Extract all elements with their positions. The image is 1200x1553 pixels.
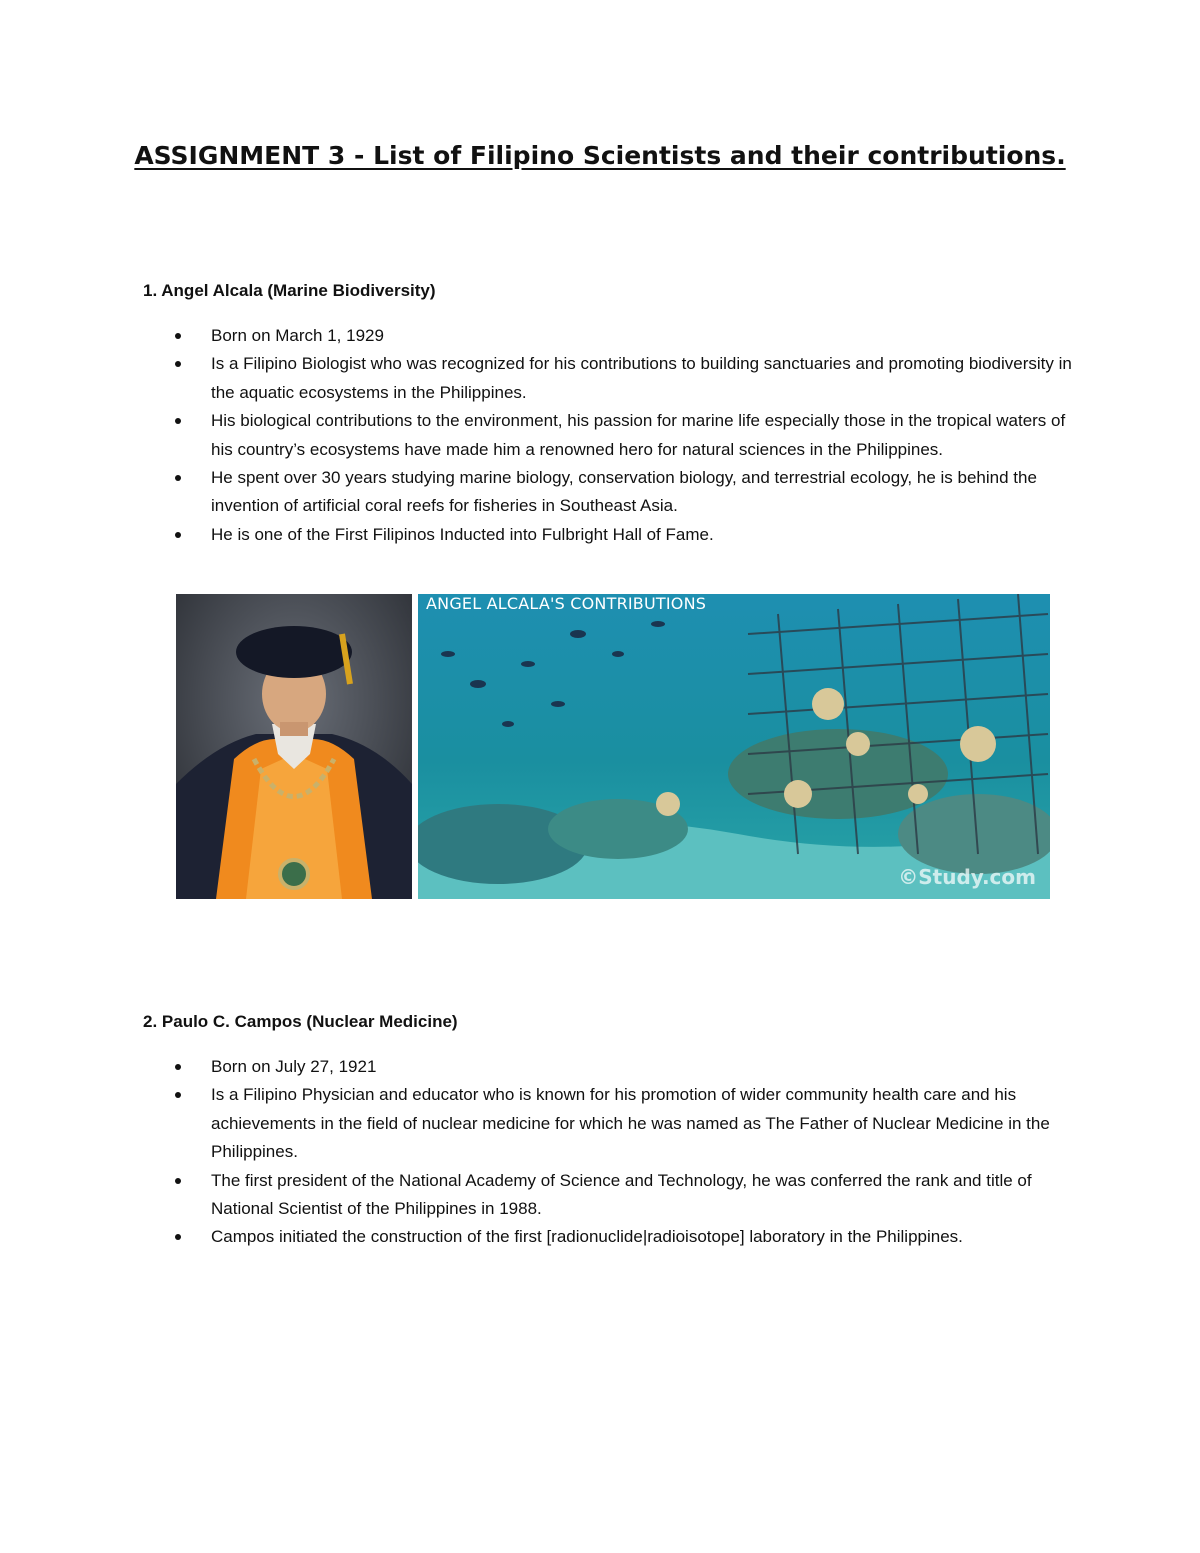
list-item-text: He is one of the First Filipinos Inducted into Fulbright Hall of Fame.	[211, 524, 714, 544]
bullet-icon	[175, 475, 181, 481]
list-item	[175, 464, 1075, 521]
list-item	[175, 1053, 1075, 1081]
bullet-icon	[175, 418, 181, 424]
list-item-text: The first president of the National Academy of Science and Technology, he was conferred the rank and title of National Scientist of the Philippines in 1988.	[211, 1170, 1032, 1219]
list-item	[175, 521, 1075, 549]
list-item	[175, 1081, 1075, 1166]
portrait-image	[176, 594, 412, 899]
bullet-icon	[175, 361, 181, 367]
bullet-icon	[175, 1178, 181, 1184]
list-item	[175, 407, 1075, 464]
list-item-text: Is a Filipino Physician and educator who is known for his promotion of wider community health care and his achievements in the field of nuclear medicine for which he was named as The Father of Nuclear Medicine in the Philippines.	[211, 1085, 1050, 1162]
bullet-list-alcala	[175, 322, 1075, 549]
document-title: ASSIGNMENT 3 - List of Filipino Scientists and their contributions.	[134, 141, 1066, 170]
bullet-icon	[175, 1092, 181, 1098]
bullet-icon	[175, 1064, 181, 1070]
section-heading-campos: 2. Paulo C. Campos (Nuclear Medicine)	[143, 1012, 458, 1031]
list-item-text: Born on March 1, 1929	[211, 326, 384, 345]
section-heading-alcala: 1. Angel Alcala (Marine Biodiversity)	[143, 281, 436, 300]
coral-reef-image	[418, 594, 1050, 899]
list-item-text: His biological contributions to the environment, his passion for marine life especially those in the tropical waters of his country’s ecosystems have made him a renowned hero for natural sciences in the Philippines.	[211, 411, 1066, 459]
bullet-list-campos	[175, 1053, 1075, 1252]
portrait-photo	[176, 594, 412, 899]
bullet-icon	[175, 532, 181, 538]
list-item	[175, 1223, 1075, 1251]
list-item-text: Is a Filipino Biologist who was recognized for his contributions to building sanctuaries and promoting biodiversity in the aquatic ecosystems in the Philippines.	[211, 354, 1072, 402]
coral-reef-photo	[418, 594, 1050, 899]
study-watermark: ©Study.com	[898, 865, 1036, 889]
list-item	[175, 322, 1075, 350]
list-item-text: Campos initiated the construction of the first [radionuclide|radioisotope] laboratory in the Philippines.	[211, 1227, 963, 1247]
list-item	[175, 1167, 1075, 1224]
bullet-icon	[175, 1234, 181, 1240]
list-item-text: Born on July 27, 1921	[211, 1057, 377, 1076]
reef-image-caption: ANGEL ALCALA'S CONTRIBUTIONS	[426, 594, 707, 613]
list-item-text: He spent over 30 years studying marine biology, conservation biology, and terrestrial ecology, he is behind the invention of artificial coral reefs for fisheries in Southeast Asia.	[211, 468, 1037, 516]
bullet-icon	[175, 333, 181, 339]
list-item	[175, 350, 1075, 407]
